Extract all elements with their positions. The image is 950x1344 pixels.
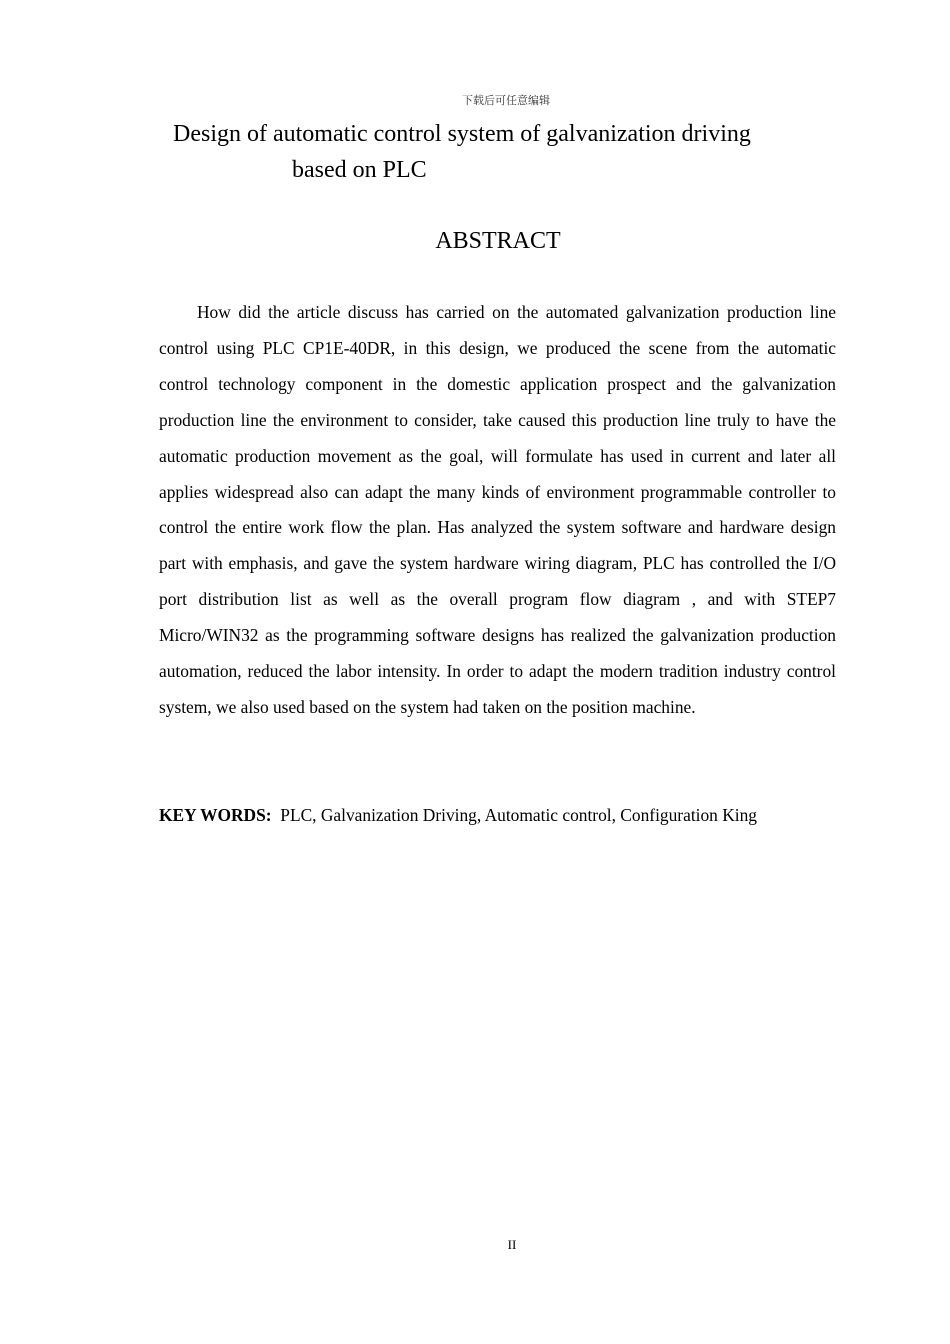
keywords-line	[159, 800, 879, 830]
keywords-text: PLC, Galvanization Driving, Automatic control, Configuration King	[280, 805, 758, 825]
page-number: II	[507, 1237, 517, 1252]
abstract-body: How did the article discuss has carried on the automated galvanization production line control using PLC CP1E-40DR, in this design, we produced the scene from the automatic control technology component in the domestic application prospect and the galvanization production line the environment to consider, take caused this production line truly to have the automatic production movement as the goal, will formulate has used in current and later all applies widespread also can adapt the many kinds of environment programmable controller to control the entire work flow the plan. Has analyzed the system software and hardware design part with emphasis, and gave the system hardware wiring diagram, PLC has controlled the I/O port distribution list as well as the overall program flow diagram , and with STEP7 Micro/WIN32 as the programming software designs has realized the galvanization production automation, reduced the labor intensity. In order to adapt the modern tradition industry control system, we also used based on the system had taken on the position machine.	[159, 302, 836, 717]
abstract-heading: ABSTRACT	[435, 228, 561, 254]
header-note: 下载后可任意编辑	[462, 94, 550, 107]
title-line-2: based on PLC	[292, 157, 427, 183]
title-line-1: Design of automatic control system of galvanization driving	[173, 121, 751, 147]
keywords-label: KEY WORDS:	[159, 805, 272, 825]
